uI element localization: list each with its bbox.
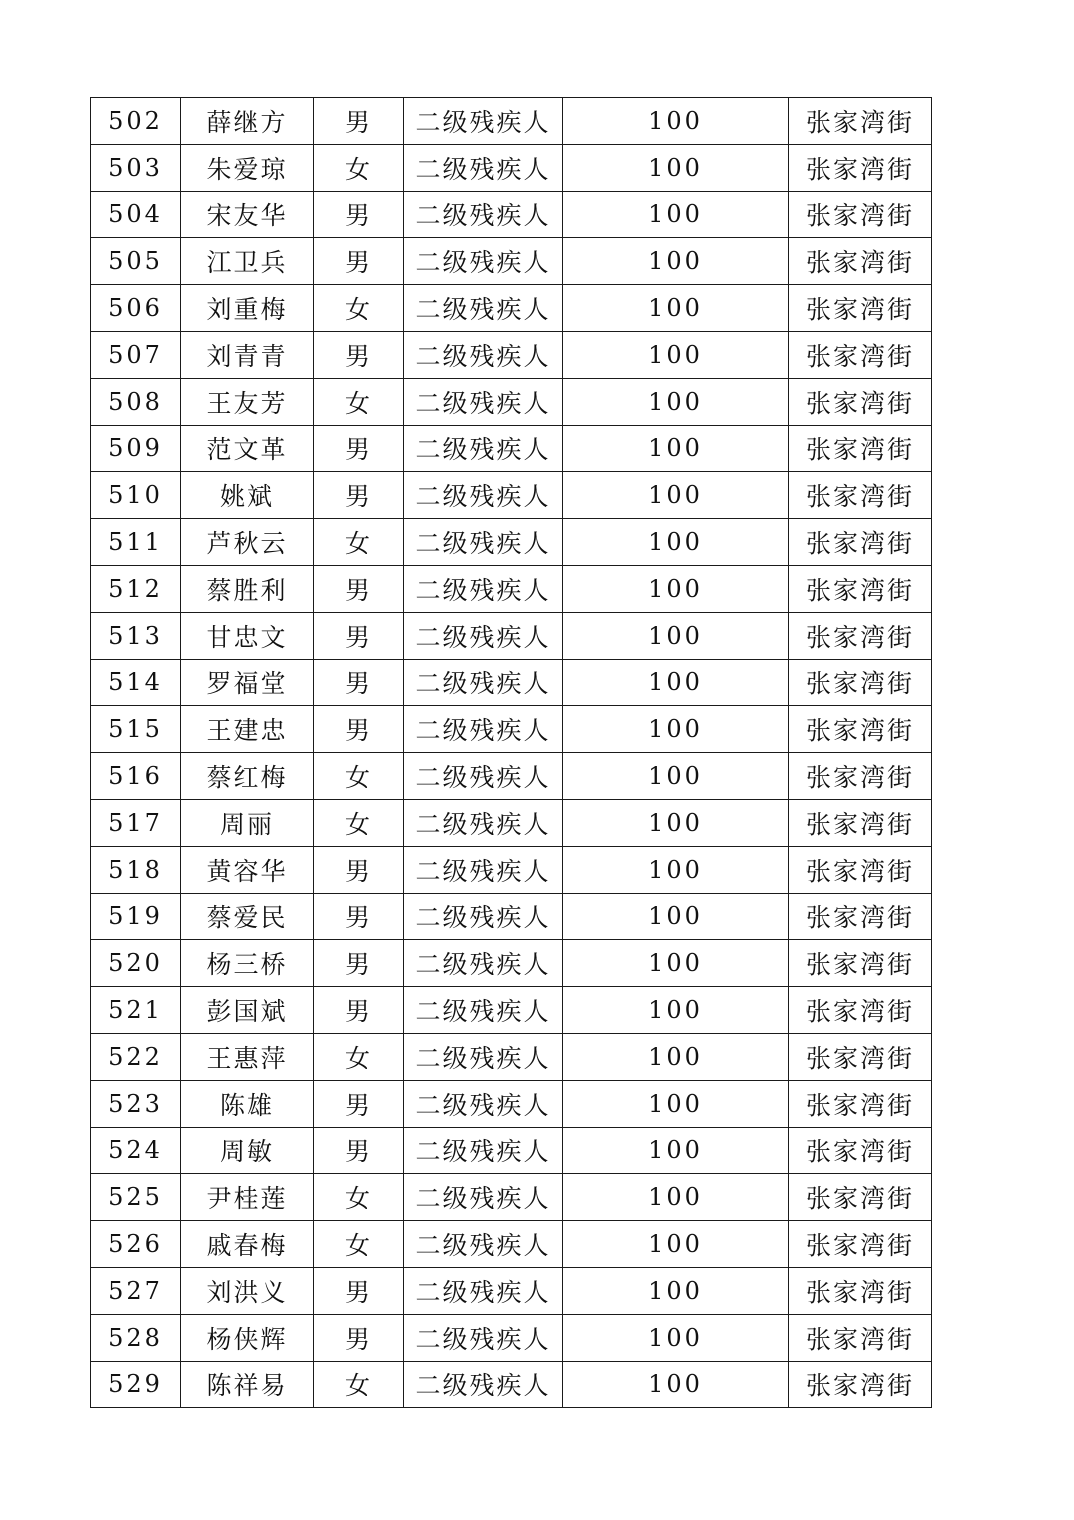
- cell-disability-level: 二级残疾人: [404, 1080, 563, 1127]
- cell-amount: 100: [563, 753, 789, 800]
- table-row: [91, 1080, 932, 1127]
- cell-amount: 100: [563, 519, 789, 566]
- cell-number: 512: [91, 565, 181, 612]
- cell-amount: 100: [563, 893, 789, 940]
- table-row: [91, 378, 932, 425]
- cell-street: 张家湾街: [789, 987, 932, 1034]
- cell-number: 510: [91, 472, 181, 519]
- cell-gender: 女: [314, 378, 404, 425]
- cell-disability-level: 二级残疾人: [404, 1127, 563, 1174]
- cell-amount: 100: [563, 799, 789, 846]
- cell-gender: 女: [314, 1221, 404, 1268]
- cell-street: 张家湾街: [789, 331, 932, 378]
- table-row: [91, 1221, 932, 1268]
- table-row: [91, 519, 932, 566]
- cell-gender: 女: [314, 285, 404, 332]
- cell-amount: 100: [563, 144, 789, 191]
- table-row: [91, 1174, 932, 1221]
- cell-gender: 男: [314, 612, 404, 659]
- table-row: [91, 893, 932, 940]
- cell-name: 王惠萍: [181, 1033, 314, 1080]
- cell-name: 戚春梅: [181, 1221, 314, 1268]
- cell-street: 张家湾街: [789, 191, 932, 238]
- cell-disability-level: 二级残疾人: [404, 799, 563, 846]
- cell-number: 524: [91, 1127, 181, 1174]
- cell-number: 519: [91, 893, 181, 940]
- table-row: [91, 565, 932, 612]
- cell-disability-level: 二级残疾人: [404, 1361, 563, 1408]
- table-row: [91, 191, 932, 238]
- cell-gender: 男: [314, 706, 404, 753]
- cell-gender: 男: [314, 846, 404, 893]
- table-row: [91, 940, 932, 987]
- cell-name: 宋友华: [181, 191, 314, 238]
- cell-amount: 100: [563, 1221, 789, 1268]
- cell-name: 陈祥易: [181, 1361, 314, 1408]
- cell-disability-level: 二级残疾人: [404, 425, 563, 472]
- cell-street: 张家湾街: [789, 565, 932, 612]
- table-row: [91, 472, 932, 519]
- cell-number: 517: [91, 799, 181, 846]
- cell-number: 508: [91, 378, 181, 425]
- cell-street: 张家湾街: [789, 1267, 932, 1314]
- cell-number: 518: [91, 846, 181, 893]
- cell-amount: 100: [563, 706, 789, 753]
- cell-name: 蔡胜利: [181, 565, 314, 612]
- cell-name: 王友芳: [181, 378, 314, 425]
- cell-number: 513: [91, 612, 181, 659]
- table-row: [91, 612, 932, 659]
- cell-disability-level: 二级残疾人: [404, 659, 563, 706]
- roster-table-body: [91, 98, 932, 1408]
- cell-street: 张家湾街: [789, 285, 932, 332]
- cell-amount: 100: [563, 285, 789, 332]
- cell-number: 527: [91, 1267, 181, 1314]
- cell-amount: 100: [563, 472, 789, 519]
- cell-name: 刘重梅: [181, 285, 314, 332]
- cell-number: 504: [91, 191, 181, 238]
- cell-disability-level: 二级残疾人: [404, 846, 563, 893]
- cell-name: 芦秋云: [181, 519, 314, 566]
- cell-number: 529: [91, 1361, 181, 1408]
- cell-number: 502: [91, 98, 181, 145]
- cell-disability-level: 二级残疾人: [404, 238, 563, 285]
- cell-number: 521: [91, 987, 181, 1034]
- table-row: [91, 1361, 932, 1408]
- cell-gender: 女: [314, 799, 404, 846]
- cell-disability-level: 二级残疾人: [404, 472, 563, 519]
- cell-disability-level: 二级残疾人: [404, 191, 563, 238]
- cell-gender: 女: [314, 519, 404, 566]
- cell-disability-level: 二级残疾人: [404, 519, 563, 566]
- cell-number: 522: [91, 1033, 181, 1080]
- cell-gender: 男: [314, 98, 404, 145]
- cell-disability-level: 二级残疾人: [404, 98, 563, 145]
- cell-gender: 男: [314, 1080, 404, 1127]
- cell-number: 526: [91, 1221, 181, 1268]
- cell-amount: 100: [563, 1361, 789, 1408]
- cell-street: 张家湾街: [789, 753, 932, 800]
- cell-disability-level: 二级残疾人: [404, 378, 563, 425]
- cell-name: 黄容华: [181, 846, 314, 893]
- cell-gender: 男: [314, 1267, 404, 1314]
- cell-gender: 女: [314, 1174, 404, 1221]
- cell-name: 周敏: [181, 1127, 314, 1174]
- cell-street: 张家湾街: [789, 893, 932, 940]
- cell-disability-level: 二级残疾人: [404, 987, 563, 1034]
- cell-number: 525: [91, 1174, 181, 1221]
- cell-name: 杨侠辉: [181, 1314, 314, 1361]
- cell-gender: 男: [314, 659, 404, 706]
- cell-disability-level: 二级残疾人: [404, 753, 563, 800]
- cell-street: 张家湾街: [789, 659, 932, 706]
- cell-street: 张家湾街: [789, 612, 932, 659]
- cell-street: 张家湾街: [789, 425, 932, 472]
- cell-disability-level: 二级残疾人: [404, 1221, 563, 1268]
- cell-gender: 男: [314, 191, 404, 238]
- cell-amount: 100: [563, 612, 789, 659]
- cell-amount: 100: [563, 425, 789, 472]
- cell-disability-level: 二级残疾人: [404, 1314, 563, 1361]
- cell-amount: 100: [563, 1174, 789, 1221]
- cell-gender: 男: [314, 565, 404, 612]
- cell-gender: 男: [314, 1314, 404, 1361]
- table-row: [91, 1267, 932, 1314]
- table-row: [91, 425, 932, 472]
- cell-amount: 100: [563, 846, 789, 893]
- cell-street: 张家湾街: [789, 238, 932, 285]
- table-row: [91, 144, 932, 191]
- cell-street: 张家湾街: [789, 1361, 932, 1408]
- cell-gender: 男: [314, 472, 404, 519]
- cell-gender: 女: [314, 1361, 404, 1408]
- table-row: [91, 238, 932, 285]
- cell-street: 张家湾街: [789, 98, 932, 145]
- cell-number: 506: [91, 285, 181, 332]
- cell-number: 514: [91, 659, 181, 706]
- cell-number: 523: [91, 1080, 181, 1127]
- cell-name: 蔡爱民: [181, 893, 314, 940]
- table-row: [91, 1314, 932, 1361]
- cell-disability-level: 二级残疾人: [404, 565, 563, 612]
- cell-street: 张家湾街: [789, 1174, 932, 1221]
- cell-name: 罗福堂: [181, 659, 314, 706]
- cell-gender: 女: [314, 753, 404, 800]
- cell-number: 515: [91, 706, 181, 753]
- cell-number: 516: [91, 753, 181, 800]
- cell-street: 张家湾街: [789, 1221, 932, 1268]
- cell-amount: 100: [563, 565, 789, 612]
- cell-amount: 100: [563, 940, 789, 987]
- cell-name: 刘洪义: [181, 1267, 314, 1314]
- table-row: [91, 799, 932, 846]
- cell-gender: 男: [314, 425, 404, 472]
- cell-name: 刘青青: [181, 331, 314, 378]
- table-row: [91, 706, 932, 753]
- cell-name: 尹桂莲: [181, 1174, 314, 1221]
- cell-gender: 男: [314, 331, 404, 378]
- cell-disability-level: 二级残疾人: [404, 893, 563, 940]
- cell-street: 张家湾街: [789, 940, 932, 987]
- table-row: [91, 846, 932, 893]
- cell-name: 江卫兵: [181, 238, 314, 285]
- cell-number: 505: [91, 238, 181, 285]
- cell-amount: 100: [563, 1127, 789, 1174]
- cell-gender: 女: [314, 1033, 404, 1080]
- cell-disability-level: 二级残疾人: [404, 144, 563, 191]
- cell-amount: 100: [563, 238, 789, 285]
- table-row: [91, 1127, 932, 1174]
- cell-street: 张家湾街: [789, 1080, 932, 1127]
- roster-table: [90, 97, 932, 1408]
- cell-street: 张家湾街: [789, 706, 932, 753]
- cell-street: 张家湾街: [789, 799, 932, 846]
- table-row: [91, 1033, 932, 1080]
- cell-name: 朱爱琼: [181, 144, 314, 191]
- cell-disability-level: 二级残疾人: [404, 706, 563, 753]
- cell-name: 甘忠文: [181, 612, 314, 659]
- cell-street: 张家湾街: [789, 144, 932, 191]
- cell-disability-level: 二级残疾人: [404, 940, 563, 987]
- table-row: [91, 285, 932, 332]
- cell-street: 张家湾街: [789, 1127, 932, 1174]
- cell-name: 薛继方: [181, 98, 314, 145]
- cell-gender: 男: [314, 1127, 404, 1174]
- cell-amount: 100: [563, 987, 789, 1034]
- table-row: [91, 987, 932, 1034]
- table-row: [91, 659, 932, 706]
- cell-disability-level: 二级残疾人: [404, 331, 563, 378]
- cell-street: 张家湾街: [789, 378, 932, 425]
- cell-disability-level: 二级残疾人: [404, 612, 563, 659]
- cell-name: 范文革: [181, 425, 314, 472]
- cell-street: 张家湾街: [789, 472, 932, 519]
- cell-name: 姚斌: [181, 472, 314, 519]
- cell-amount: 100: [563, 191, 789, 238]
- cell-name: 蔡红梅: [181, 753, 314, 800]
- cell-amount: 100: [563, 1267, 789, 1314]
- table-row: [91, 331, 932, 378]
- cell-disability-level: 二级残疾人: [404, 1267, 563, 1314]
- cell-amount: 100: [563, 1033, 789, 1080]
- cell-number: 511: [91, 519, 181, 566]
- cell-number: 503: [91, 144, 181, 191]
- cell-name: 彭国斌: [181, 987, 314, 1034]
- cell-name: 陈雄: [181, 1080, 314, 1127]
- cell-number: 528: [91, 1314, 181, 1361]
- cell-disability-level: 二级残疾人: [404, 1174, 563, 1221]
- cell-gender: 男: [314, 987, 404, 1034]
- cell-street: 张家湾街: [789, 1314, 932, 1361]
- cell-gender: 女: [314, 144, 404, 191]
- cell-amount: 100: [563, 1314, 789, 1361]
- cell-number: 507: [91, 331, 181, 378]
- cell-gender: 男: [314, 940, 404, 987]
- cell-gender: 男: [314, 238, 404, 285]
- cell-gender: 男: [314, 893, 404, 940]
- cell-amount: 100: [563, 378, 789, 425]
- cell-disability-level: 二级残疾人: [404, 285, 563, 332]
- cell-amount: 100: [563, 331, 789, 378]
- table-row: [91, 753, 932, 800]
- table-row: [91, 98, 932, 145]
- cell-name: 杨三桥: [181, 940, 314, 987]
- cell-street: 张家湾街: [789, 846, 932, 893]
- cell-name: 周丽: [181, 799, 314, 846]
- cell-street: 张家湾街: [789, 519, 932, 566]
- cell-name: 王建忠: [181, 706, 314, 753]
- cell-number: 509: [91, 425, 181, 472]
- cell-amount: 100: [563, 98, 789, 145]
- cell-street: 张家湾街: [789, 1033, 932, 1080]
- cell-amount: 100: [563, 659, 789, 706]
- cell-disability-level: 二级残疾人: [404, 1033, 563, 1080]
- cell-number: 520: [91, 940, 181, 987]
- cell-amount: 100: [563, 1080, 789, 1127]
